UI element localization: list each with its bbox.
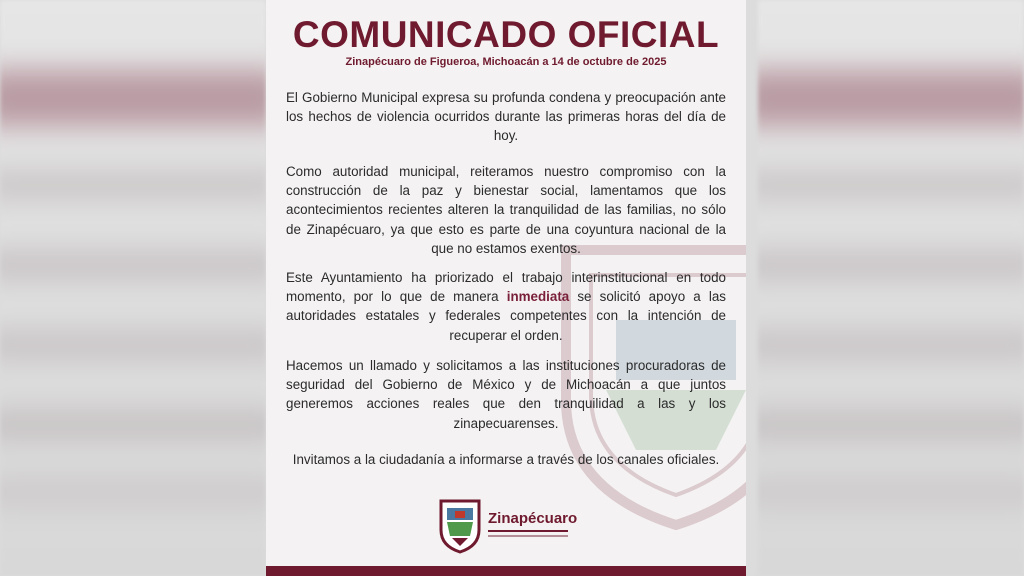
- paragraph-commitment: Como autoridad municipal, reiteramos nuestro compromiso con la construcción de la paz y bienestar social, lamentamos que los acontecimientos recientes alteren la tranquilidad de las familias, no sólo de Zinapécuaro, ya que esto es parte de una coyuntura nacional de la que no estamos exentos.: [286, 164, 726, 256]
- communique-card: [266, 0, 746, 576]
- logo-name: Zinapécuaro: [488, 510, 578, 527]
- paragraph-condemnation: El Gobierno Municipal expresa su profunda condena y preocupación ante los hechos de violencia ocurridos durante las primeras horas del día de hoy.: [286, 90, 726, 144]
- paragraph-coordination: [286, 268, 726, 345]
- page-title: COMUNICADO OFICIAL: [292, 14, 720, 55]
- municipal-shield-icon: [438, 498, 482, 554]
- paragraph-text: Este Ayuntamiento ha priorizado el trabajo interinstitucional en todo momento, por lo que de manera: [286, 270, 726, 305]
- logo-divider: [488, 530, 568, 532]
- paragraph-official-channels: Invitamos a la ciudadanía a informarse a través de los canales oficiales.: [292, 452, 720, 467]
- bottom-accent-bar: [266, 566, 746, 576]
- blurred-background-left: [0, 0, 266, 576]
- blurred-background-right: [758, 0, 1024, 576]
- municipal-logo: [438, 498, 598, 556]
- paragraph-call-to-action: Hacemos un llamado y solicitamos a las instituciones procuradoras de seguridad del Gobierno de México y de Michoacán a que juntos generemos acciones reales que den tranquilidad a las y los zinapecuarenses.: [286, 358, 726, 431]
- paragraph-text: se solicitó apoyo a las autoridades estatales y federales competentes con la intención de recuperar el orden.: [286, 289, 726, 343]
- highlight-word: inmediata: [506, 289, 570, 305]
- logo-tagline-line: [488, 535, 568, 537]
- place-and-date: Zinapécuaro de Figueroa, Michoacán a 14 de octubre de 2025: [345, 56, 667, 68]
